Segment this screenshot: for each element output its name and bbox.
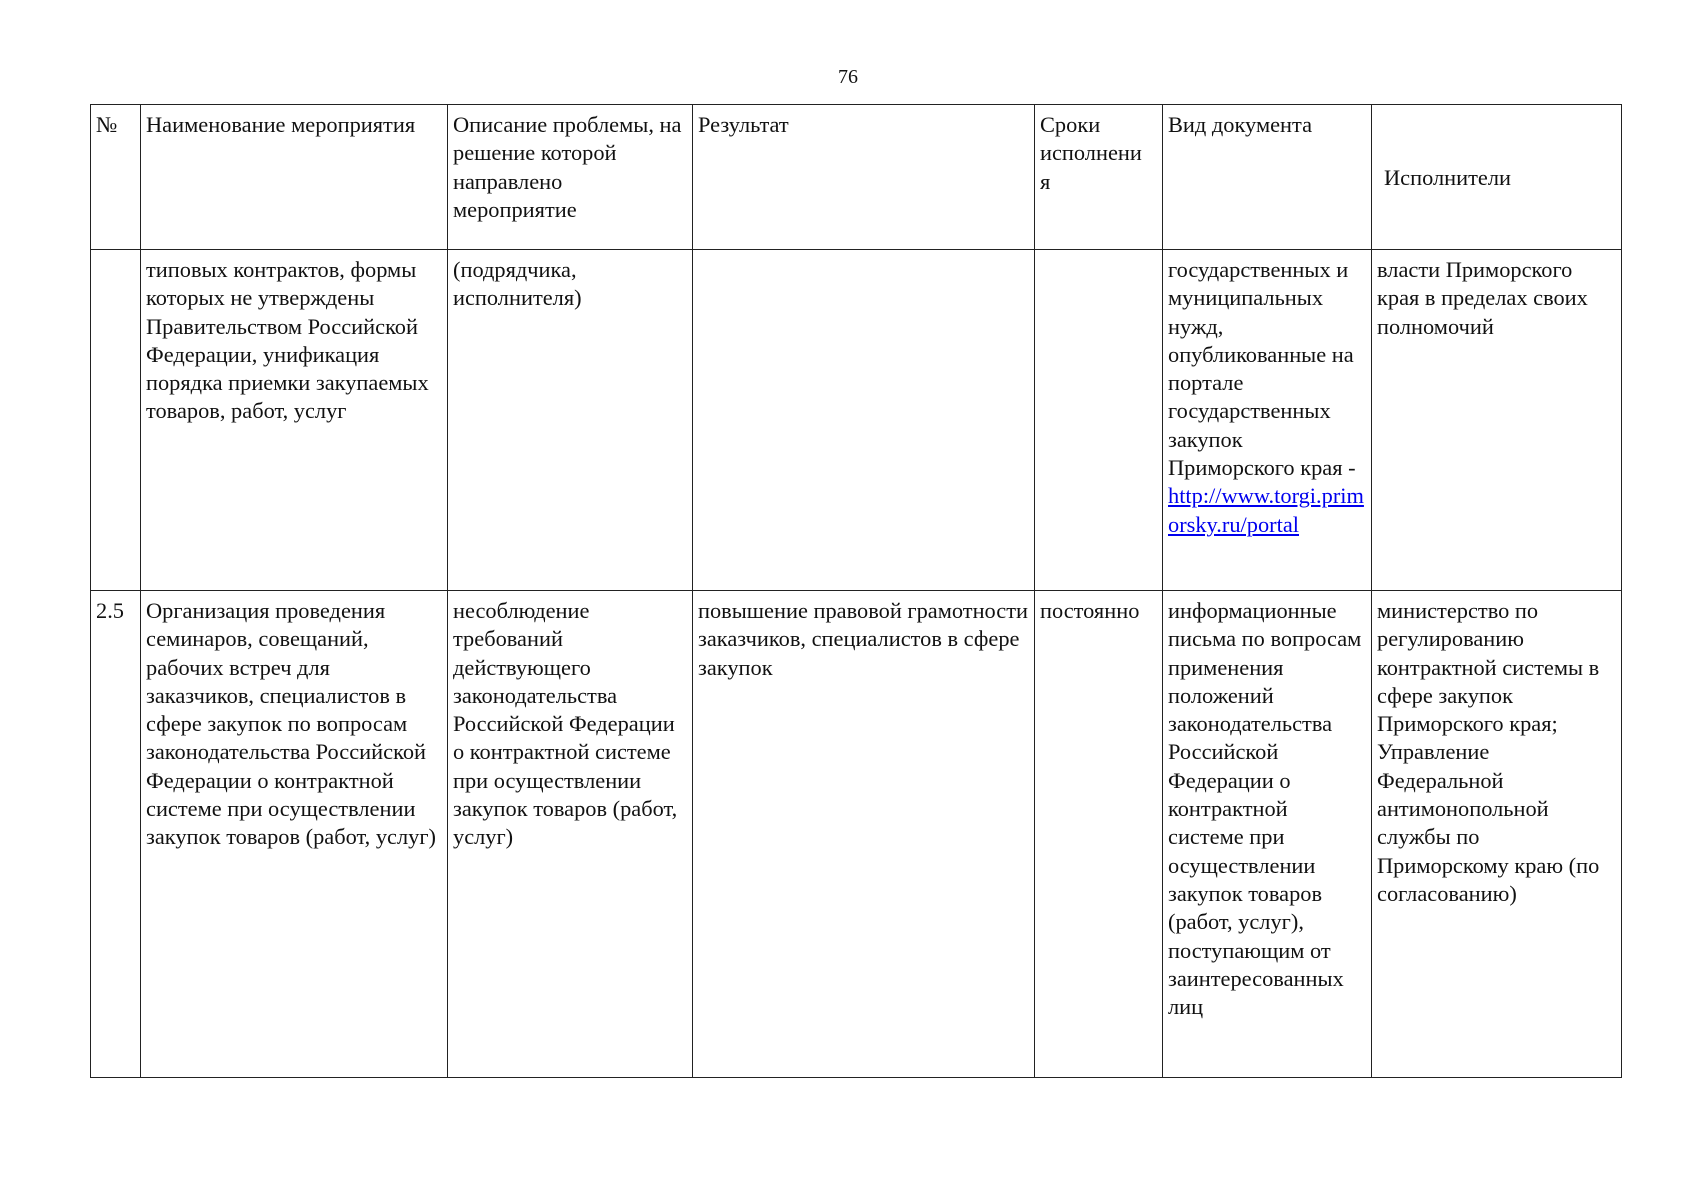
header-document-type: Вид документа bbox=[1163, 105, 1372, 250]
document-type-text: государственных и муниципальных нужд, опубликованные на портале государственных закупок Приморского края - bbox=[1168, 257, 1356, 481]
measures-table bbox=[90, 104, 1622, 1078]
cell-result: повышение правовой грамотности заказчиков, специалистов в сфере закупок bbox=[693, 591, 1035, 1078]
cell-number bbox=[91, 250, 141, 591]
table-row bbox=[91, 250, 1622, 591]
portal-link[interactable]: http://www.torgi.primorsky.ru/portal bbox=[1168, 483, 1364, 537]
cell-result bbox=[693, 250, 1035, 591]
header-terms: Сроки исполнени я bbox=[1035, 105, 1163, 250]
cell-problem-description: (подрядчика, исполнителя) bbox=[448, 250, 693, 591]
cell-terms: постоянно bbox=[1035, 591, 1163, 1078]
cell-executors: министерство по регулированию контрактной системы в сфере закупок Приморского края; Управление Федеральной антимонопольной службы по Приморскому краю (по согласованию) bbox=[1372, 591, 1622, 1078]
cell-document-type: информационные письма по вопросам применения положений законодательства Российской Федерации о контрактной системе при осуществлении закупок товаров (работ, услуг), поступающим от заинтересованных лиц bbox=[1163, 591, 1372, 1078]
header-number: № bbox=[91, 105, 141, 250]
cell-measure-name: типовых контрактов, формы которых не утверждены Правительством Российской Федерации, унификация порядка приемки закупаемых товаров, работ, услуг bbox=[141, 250, 448, 591]
cell-executors: власти Приморского края в пределах своих полномочий bbox=[1372, 250, 1622, 591]
cell-terms bbox=[1035, 250, 1163, 591]
header-problem-description: Описание проблемы, на решение которой направлено мероприятие bbox=[448, 105, 693, 250]
page-number: 76 bbox=[838, 66, 858, 88]
cell-measure-name: Организация проведения семинаров, совещаний, рабочих встреч для заказчиков, специалистов в сфере закупок по вопросам законодательства Российской Федерации о контрактной системе при осуществлении закупок товаров (работ, услуг) bbox=[141, 591, 448, 1078]
table-header-row bbox=[91, 105, 1622, 250]
cell-problem-description: несоблюдение требований действующего законодательства Российской Федерации о контрактной системе при осуществлении закупок товаров (работ, услуг) bbox=[448, 591, 693, 1078]
header-result: Результат bbox=[693, 105, 1035, 250]
cell-number: 2.5 bbox=[91, 591, 141, 1078]
cell-document-type bbox=[1163, 250, 1372, 591]
header-executors: Исполнители bbox=[1372, 105, 1622, 250]
table-row bbox=[91, 591, 1622, 1078]
header-measure-name: Наименование мероприятия bbox=[141, 105, 448, 250]
